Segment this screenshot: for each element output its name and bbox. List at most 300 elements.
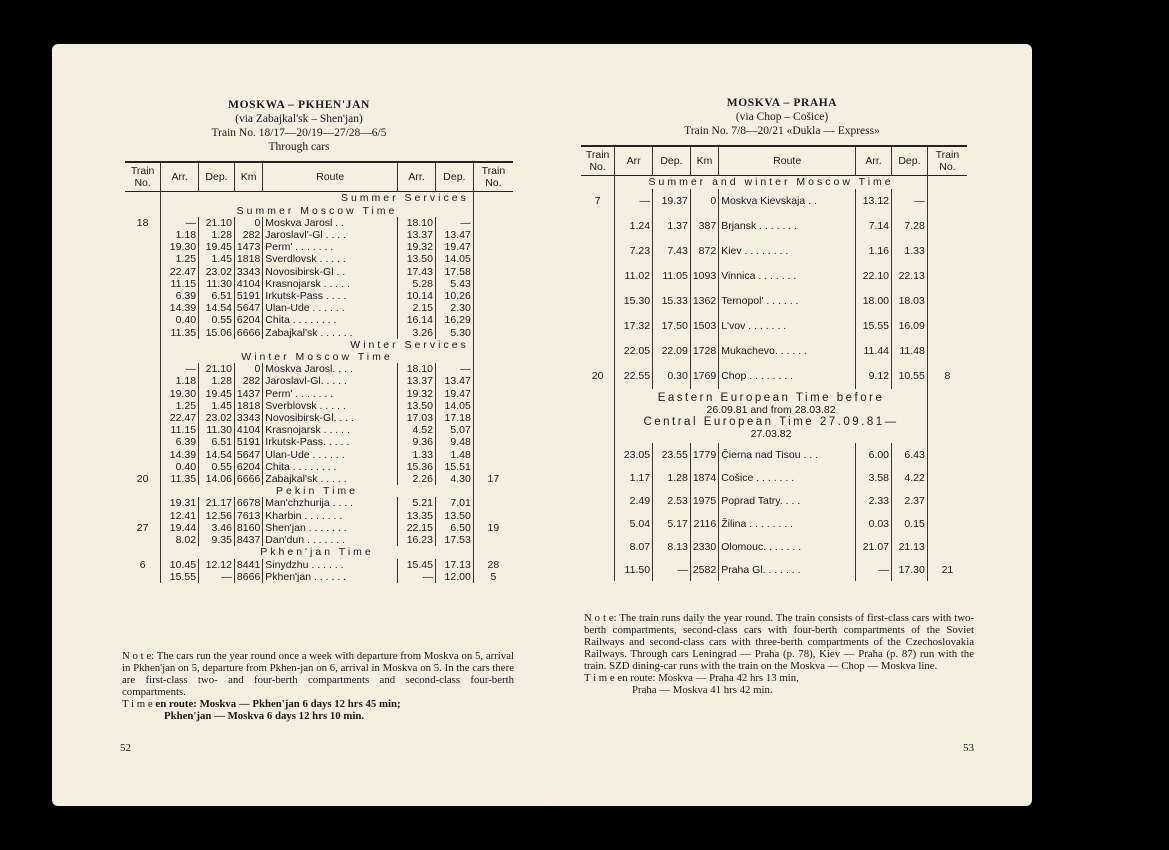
cell-arr: 0.40 bbox=[161, 461, 199, 473]
cell-km: 2330 bbox=[690, 535, 718, 558]
cell-km: 872 bbox=[690, 239, 718, 264]
section-row bbox=[125, 339, 513, 351]
cell-route: Olomouc. . . . . . . bbox=[719, 535, 856, 558]
cell-km: 5647 bbox=[234, 302, 262, 314]
cell-route: Jaroslavl-Gl. . . . . bbox=[263, 375, 398, 387]
cell-km: 2582 bbox=[690, 558, 718, 581]
header-km: Km bbox=[234, 162, 262, 192]
cell-km: 8666 bbox=[234, 571, 262, 583]
cell-km: 1779 bbox=[690, 443, 718, 466]
timetable-row bbox=[125, 571, 513, 583]
cell-tn2: 5 bbox=[473, 571, 513, 583]
timetable-row bbox=[125, 388, 513, 400]
cell-dep: — bbox=[199, 571, 235, 583]
cell-route: Čierna nad Tisou . . . bbox=[719, 443, 856, 466]
cell-km: 0 bbox=[690, 189, 718, 214]
right-train-no: Train No. 7/8—20/21 «Dukla — Express» bbox=[684, 125, 880, 137]
cell-route: Krasnojarsk . . . . . bbox=[263, 424, 398, 436]
cell-dep: 1.37 bbox=[653, 214, 691, 239]
cell-tn2 bbox=[473, 449, 513, 461]
cell-route: Krasnojarsk . . . . . bbox=[263, 278, 398, 290]
cell-dep2: — bbox=[892, 189, 928, 214]
header-arr-return: Arr. bbox=[856, 146, 892, 176]
timetable-row bbox=[125, 314, 513, 326]
cell-km: 0 bbox=[234, 363, 262, 375]
cell-dep: 21.17 bbox=[199, 497, 235, 509]
cell-arr2: 9.36 bbox=[398, 436, 436, 448]
right-table-header bbox=[581, 146, 967, 176]
right-note-text: The train runs daily the year round. The train consists of first-class cars with two-berth compartments, second-class cars with four-berth compartments of the Soviet Railways and second-class cars with three-berth compartments of the Czechoslovakia Railways. Through cars Leningrad — Praha (p. 78), Kiev — Praha (p. 87) run with the train. SZD dining-car runs with the train on the Moskva — Chop — Moskva line. bbox=[584, 612, 974, 672]
left-train-no: Train No. 18/17—20/19—27/28—6/5 bbox=[211, 127, 387, 139]
cell-km: 1093 bbox=[690, 264, 718, 289]
timetable-row bbox=[125, 400, 513, 412]
cell-dep: 17.50 bbox=[653, 314, 691, 339]
timetable-row bbox=[581, 489, 967, 512]
cell-km: 1728 bbox=[690, 339, 718, 364]
cell-dep2: 13.47 bbox=[435, 375, 473, 387]
cell-arr2: 6.00 bbox=[856, 443, 892, 466]
cell-dep: 3.46 bbox=[199, 522, 235, 534]
cell-dep: 1.28 bbox=[653, 466, 691, 489]
cell-arr: 15.55 bbox=[161, 571, 199, 583]
header-arr-return: Arr. bbox=[398, 162, 436, 192]
cell-spacer bbox=[927, 176, 967, 189]
timetable-row bbox=[581, 512, 967, 535]
cell-dep2: 5.43 bbox=[435, 278, 473, 290]
section-summer-moscow-time: Summer Moscow Time bbox=[161, 205, 474, 217]
cell-arr2: 13.37 bbox=[398, 229, 436, 241]
cell-dep2: 17.18 bbox=[435, 412, 473, 424]
timetable-row bbox=[581, 314, 967, 339]
cell-arr2: 22.10 bbox=[856, 264, 892, 289]
cell-tn2 bbox=[927, 443, 967, 466]
cell-tn bbox=[125, 253, 161, 265]
cell-arr: — bbox=[161, 363, 199, 375]
cell-tn bbox=[125, 302, 161, 314]
cell-arr2: 17.03 bbox=[398, 412, 436, 424]
timetable-row bbox=[125, 363, 513, 375]
cell-dep2: 19.47 bbox=[435, 241, 473, 253]
timetable-row bbox=[125, 327, 513, 339]
right-header bbox=[607, 96, 957, 138]
eet-line-1: Eastern European Time before bbox=[657, 391, 885, 404]
timetable-row bbox=[581, 466, 967, 489]
cell-arr: 22.55 bbox=[615, 364, 653, 389]
timetable-row bbox=[125, 375, 513, 387]
eet-line-2: 26.09.81 and from 28.03.82 bbox=[706, 403, 836, 416]
cell-arr2: 13.35 bbox=[398, 510, 436, 522]
cell-km: 0 bbox=[234, 217, 262, 229]
cell-tn2 bbox=[473, 290, 513, 302]
cell-dep: 22.09 bbox=[653, 339, 691, 364]
timetable-row bbox=[125, 497, 513, 509]
cell-dep: 6.51 bbox=[199, 436, 235, 448]
cell-route: Zabajkal'sk . . . . . . bbox=[263, 327, 398, 339]
cell-tn2 bbox=[473, 424, 513, 436]
cell-arr: 22.05 bbox=[615, 339, 653, 364]
cell-tn2 bbox=[473, 278, 513, 290]
cell-arr2: 15.45 bbox=[398, 559, 436, 571]
cell-spacer bbox=[581, 389, 615, 444]
cell-arr2: 4.52 bbox=[398, 424, 436, 436]
cell-tn2 bbox=[473, 436, 513, 448]
cell-km: 6678 bbox=[234, 497, 262, 509]
cell-dep: 0.55 bbox=[199, 314, 235, 326]
cell-route: Žilina . . . . . . . . bbox=[719, 512, 856, 535]
cell-dep2: 14.05 bbox=[435, 400, 473, 412]
cell-tn2 bbox=[927, 289, 967, 314]
cell-dep2: 10.26 bbox=[435, 290, 473, 302]
cell-dep2: 1.33 bbox=[892, 239, 928, 264]
section-row bbox=[125, 192, 513, 205]
cell-tn bbox=[125, 266, 161, 278]
cell-dep2: 18.03 bbox=[892, 289, 928, 314]
cell-dep: 12.12 bbox=[199, 559, 235, 571]
cell-tn2 bbox=[473, 510, 513, 522]
cell-arr2: — bbox=[398, 571, 436, 583]
cell-route: Perm' . . . . . . . bbox=[263, 388, 398, 400]
cell-arr2: 1.33 bbox=[398, 449, 436, 461]
header-train-no: Train No. bbox=[125, 162, 161, 192]
cell-arr: 22.47 bbox=[161, 412, 199, 424]
cell-dep: — bbox=[653, 558, 691, 581]
right-page bbox=[547, 44, 1032, 806]
cell-route: Moskva Jarosl. . . . bbox=[263, 363, 398, 375]
cell-arr: — bbox=[161, 217, 199, 229]
cell-arr2: 15.36 bbox=[398, 461, 436, 473]
cell-tn2 bbox=[927, 239, 967, 264]
cell-km: 1975 bbox=[690, 489, 718, 512]
cell-tn bbox=[581, 264, 615, 289]
timetable-row bbox=[581, 239, 967, 264]
timetable-row bbox=[125, 253, 513, 265]
cell-dep2: 17.58 bbox=[435, 266, 473, 278]
cell-tn2 bbox=[473, 302, 513, 314]
cell-dep2: 11.48 bbox=[892, 339, 928, 364]
cell-km: 4104 bbox=[234, 278, 262, 290]
cell-dep: 19.45 bbox=[199, 241, 235, 253]
cell-arr: 10.45 bbox=[161, 559, 199, 571]
cell-route: Irkutsk-Pass. . . . . bbox=[263, 436, 398, 448]
cell-spacer bbox=[125, 485, 161, 497]
cell-tn2 bbox=[927, 535, 967, 558]
cell-tn2: 8 bbox=[927, 364, 967, 389]
cell-arr: 19.30 bbox=[161, 388, 199, 400]
cell-tn bbox=[581, 512, 615, 535]
section-summer-services: Summer Services bbox=[161, 192, 474, 205]
cell-dep2: 5.30 bbox=[435, 327, 473, 339]
cell-tn bbox=[125, 363, 161, 375]
cell-tn2 bbox=[927, 489, 967, 512]
header-train-no-return: Train No. bbox=[473, 162, 513, 192]
cell-km: 282 bbox=[234, 375, 262, 387]
header-route: Route bbox=[719, 146, 856, 176]
cell-tn bbox=[581, 466, 615, 489]
cell-arr2: 13.37 bbox=[398, 375, 436, 387]
cell-tn: 20 bbox=[591, 370, 604, 382]
cell-route: Moskva Kievskaja . . bbox=[719, 189, 856, 214]
cell-arr: 14.39 bbox=[161, 449, 199, 461]
cell-route: Poprad Tatry. . . . bbox=[719, 489, 856, 512]
cell-km: 5191 bbox=[234, 290, 262, 302]
header-train-no-return: Train No. bbox=[927, 146, 967, 176]
cell-km: 2116 bbox=[690, 512, 718, 535]
right-page-number: 53 bbox=[963, 742, 974, 754]
cell-arr: 23.05 bbox=[615, 443, 653, 466]
cell-tn bbox=[125, 461, 161, 473]
cell-tn bbox=[125, 497, 161, 509]
cell-km: 1437 bbox=[234, 388, 262, 400]
cell-spacer bbox=[473, 485, 513, 497]
cell-arr: 11.50 bbox=[615, 558, 653, 581]
cell-km: 8437 bbox=[234, 534, 262, 546]
cell-arr2: — bbox=[856, 558, 892, 581]
cell-tn2: 19 bbox=[473, 522, 513, 534]
section-winter-services: Winter Services bbox=[161, 339, 474, 351]
header-arr: Arr. bbox=[161, 162, 199, 192]
cell-spacer bbox=[927, 389, 967, 444]
cell-dep: 1.45 bbox=[199, 253, 235, 265]
cell-route: Zabajkal'sk . . . . . bbox=[263, 473, 398, 485]
cell-km: 3343 bbox=[234, 266, 262, 278]
cell-route: Sverdlovsk . . . . . bbox=[263, 253, 398, 265]
cell-route: Mukachevo. . . . . . bbox=[719, 339, 856, 364]
cell-arr2: 7.14 bbox=[856, 214, 892, 239]
timetable-row bbox=[581, 364, 967, 389]
cell-dep: 1.28 bbox=[199, 229, 235, 241]
header-km: Km bbox=[690, 146, 718, 176]
cell-arr: 17.32 bbox=[615, 314, 653, 339]
cell-route: Dan'dun . . . . . . . bbox=[263, 534, 398, 546]
cell-dep: 1.45 bbox=[199, 400, 235, 412]
cell-tn bbox=[125, 436, 161, 448]
timetable-row bbox=[125, 278, 513, 290]
section-row bbox=[125, 205, 513, 217]
timetable-row bbox=[581, 214, 967, 239]
cell-km: 5647 bbox=[234, 449, 262, 461]
header-dep-return: Dep. bbox=[435, 162, 473, 192]
cell-arr: 6.39 bbox=[161, 290, 199, 302]
cell-dep: 9.35 bbox=[199, 534, 235, 546]
cell-dep2: 13.47 bbox=[435, 229, 473, 241]
timetable-row bbox=[125, 473, 513, 485]
section-pkhenjan-time: Pkhen'jan Time bbox=[161, 546, 474, 558]
cell-tn: 6 bbox=[139, 558, 146, 571]
cell-tn2 bbox=[927, 466, 967, 489]
cell-dep2: 9.48 bbox=[435, 436, 473, 448]
cell-dep2: 13.50 bbox=[435, 510, 473, 522]
cell-arr: 11.02 bbox=[615, 264, 653, 289]
cell-tn2 bbox=[473, 229, 513, 241]
cell-km: 6666 bbox=[234, 327, 262, 339]
header-route: Route bbox=[263, 162, 398, 192]
cell-tn2 bbox=[473, 534, 513, 546]
cell-arr2: 3.58 bbox=[856, 466, 892, 489]
cell-tn bbox=[125, 412, 161, 424]
cell-km: 1473 bbox=[234, 241, 262, 253]
cell-arr: 12.41 bbox=[161, 510, 199, 522]
cell-tn bbox=[581, 239, 615, 264]
timetable-row bbox=[125, 436, 513, 448]
cell-arr2: 1.16 bbox=[856, 239, 892, 264]
section-row bbox=[125, 351, 513, 363]
cell-dep: 19.37 bbox=[653, 189, 691, 214]
cell-arr2: 19.32 bbox=[398, 241, 436, 253]
cell-tn2 bbox=[473, 412, 513, 424]
cell-dep2: 4.22 bbox=[892, 466, 928, 489]
cell-km: 387 bbox=[690, 214, 718, 239]
cell-tn: 18 bbox=[136, 216, 149, 229]
cell-arr2: 2.15 bbox=[398, 302, 436, 314]
cell-spacer bbox=[473, 546, 513, 558]
cell-dep: 23.02 bbox=[199, 266, 235, 278]
cell-tn2 bbox=[473, 327, 513, 339]
cell-tn2 bbox=[473, 375, 513, 387]
cell-dep: 23.02 bbox=[199, 412, 235, 424]
cell-arr: 0.40 bbox=[161, 314, 199, 326]
cell-route: Jaroslavl'-Gl . . . . bbox=[263, 229, 398, 241]
cell-km: 7613 bbox=[234, 510, 262, 522]
cell-dep2: 7.28 bbox=[892, 214, 928, 239]
timetable-row bbox=[125, 534, 513, 546]
right-via: (via Chop – Cošice) bbox=[735, 111, 829, 123]
cell-dep2: 6.50 bbox=[435, 522, 473, 534]
timetable-row bbox=[581, 443, 967, 466]
cell-tn bbox=[125, 375, 161, 387]
cell-arr: 8.07 bbox=[615, 535, 653, 558]
cell-route: Kiev . . . . . . . . bbox=[719, 239, 856, 264]
cell-arr: 19.31 bbox=[161, 497, 199, 509]
cell-arr: 11.15 bbox=[161, 278, 199, 290]
cell-arr: 11.35 bbox=[161, 473, 199, 485]
section-summer-winter-moscow-time: Summer and winter Moscow Time bbox=[615, 176, 928, 189]
cell-route: Moskva Jarosl . . bbox=[263, 217, 398, 229]
cell-arr2: 2.33 bbox=[856, 489, 892, 512]
cell-tn: 20 bbox=[136, 473, 149, 486]
left-note-text: The cars run the year round once a week with departure from Moskva on 5, arrival in Pkhen'jan on 5, departure from Pkhen-jan on 6, arrival in Moskva on 5. In the cars there are first-class two- and four-berth compartments and second-class four-berth compartments. bbox=[122, 650, 514, 698]
cell-spacer bbox=[125, 546, 161, 558]
cell-route: Praha Gl. . . . . . . bbox=[719, 558, 856, 581]
timetable-row bbox=[125, 290, 513, 302]
cell-dep2: 1.48 bbox=[435, 449, 473, 461]
cell-route: Ulan-Ude . . . . . . bbox=[263, 302, 398, 314]
cell-dep2: 5.07 bbox=[435, 424, 473, 436]
cell-tn bbox=[581, 489, 615, 512]
timetable-row bbox=[125, 266, 513, 278]
left-subtitle: Through cars bbox=[268, 141, 330, 153]
cell-dep2: 16.09 bbox=[892, 314, 928, 339]
right-note-label: N o t e: bbox=[584, 612, 617, 624]
cell-tn2 bbox=[927, 189, 967, 214]
cell-route: Sinydzhu . . . . . . bbox=[263, 559, 398, 571]
cell-arr: 1.18 bbox=[161, 375, 199, 387]
cell-km: 1769 bbox=[690, 364, 718, 389]
cell-arr2: 9.12 bbox=[856, 364, 892, 389]
cell-dep2: 15.51 bbox=[435, 461, 473, 473]
cell-arr2: 5.21 bbox=[398, 497, 436, 509]
left-page-number: 52 bbox=[120, 742, 131, 754]
header-dep: Dep. bbox=[199, 162, 235, 192]
cell-route: Sverblovsk . . . . . bbox=[263, 400, 398, 412]
cell-km: 1818 bbox=[234, 400, 262, 412]
right-timetable bbox=[581, 145, 967, 581]
cell-tn bbox=[125, 229, 161, 241]
cell-km: 1503 bbox=[690, 314, 718, 339]
cell-dep: 12.56 bbox=[199, 510, 235, 522]
cell-dep2: 0.15 bbox=[892, 512, 928, 535]
timetable-row bbox=[581, 535, 967, 558]
cell-tn bbox=[125, 449, 161, 461]
cell-tn2 bbox=[473, 314, 513, 326]
timetable-row bbox=[581, 289, 967, 314]
cell-dep: 7.43 bbox=[653, 239, 691, 264]
cell-arr: 8.02 bbox=[161, 534, 199, 546]
cell-dep: 0.30 bbox=[653, 364, 691, 389]
section-european-time bbox=[615, 389, 928, 444]
cell-tn2 bbox=[927, 314, 967, 339]
cell-route: L'vov . . . . . . . bbox=[719, 314, 856, 339]
cell-route: Chita . . . . . . . . bbox=[263, 314, 398, 326]
cell-dep: 5.17 bbox=[653, 512, 691, 535]
cell-tn2 bbox=[927, 339, 967, 364]
cell-arr2: 19.32 bbox=[398, 388, 436, 400]
cell-tn bbox=[581, 339, 615, 364]
cell-spacer bbox=[473, 339, 513, 351]
left-header bbox=[124, 98, 474, 154]
cell-tn bbox=[125, 424, 161, 436]
timetable-row bbox=[125, 241, 513, 253]
cell-arr2: 10.14 bbox=[398, 290, 436, 302]
cell-arr2: 18.10 bbox=[398, 217, 436, 229]
section-pekin-time: Pekin Time bbox=[161, 485, 474, 497]
cell-spacer bbox=[473, 351, 513, 363]
cell-dep: 1.28 bbox=[199, 375, 235, 387]
cell-arr: 14.39 bbox=[161, 302, 199, 314]
left-page bbox=[52, 44, 545, 806]
cell-tn2 bbox=[927, 512, 967, 535]
cell-dep: 2.53 bbox=[653, 489, 691, 512]
cet-line-1: Central European Time 27.09.81— bbox=[643, 416, 899, 429]
cell-arr: 1.17 bbox=[615, 466, 653, 489]
cell-arr: 11.15 bbox=[161, 424, 199, 436]
cell-tn bbox=[581, 443, 615, 466]
cell-route: Irkutsk-Pass . . . . bbox=[263, 290, 398, 302]
cell-spacer bbox=[125, 205, 161, 217]
cell-dep2: — bbox=[435, 363, 473, 375]
cell-arr: 2.49 bbox=[615, 489, 653, 512]
cell-arr: 5.04 bbox=[615, 512, 653, 535]
cell-dep: 14.54 bbox=[199, 449, 235, 461]
cell-route: Kharbin . . . . . . . bbox=[263, 510, 398, 522]
cell-spacer bbox=[581, 176, 615, 189]
cell-route: Ulan-Ude . . . . . . bbox=[263, 449, 398, 461]
cell-dep: 19.45 bbox=[199, 388, 235, 400]
cell-arr2: 17.43 bbox=[398, 266, 436, 278]
cell-tn2 bbox=[473, 461, 513, 473]
cell-arr2: 11.44 bbox=[856, 339, 892, 364]
cell-tn2: 17 bbox=[473, 473, 513, 485]
timetable-row bbox=[125, 461, 513, 473]
cell-km: 8441 bbox=[234, 559, 262, 571]
cell-tn bbox=[581, 214, 615, 239]
cell-spacer bbox=[473, 192, 513, 205]
cell-arr2: 5.28 bbox=[398, 278, 436, 290]
header-arr: Arr bbox=[615, 146, 653, 176]
cell-arr2: 13.50 bbox=[398, 253, 436, 265]
cell-tn bbox=[125, 400, 161, 412]
timetable-row bbox=[125, 522, 513, 534]
cell-arr2: 13.12 bbox=[856, 189, 892, 214]
